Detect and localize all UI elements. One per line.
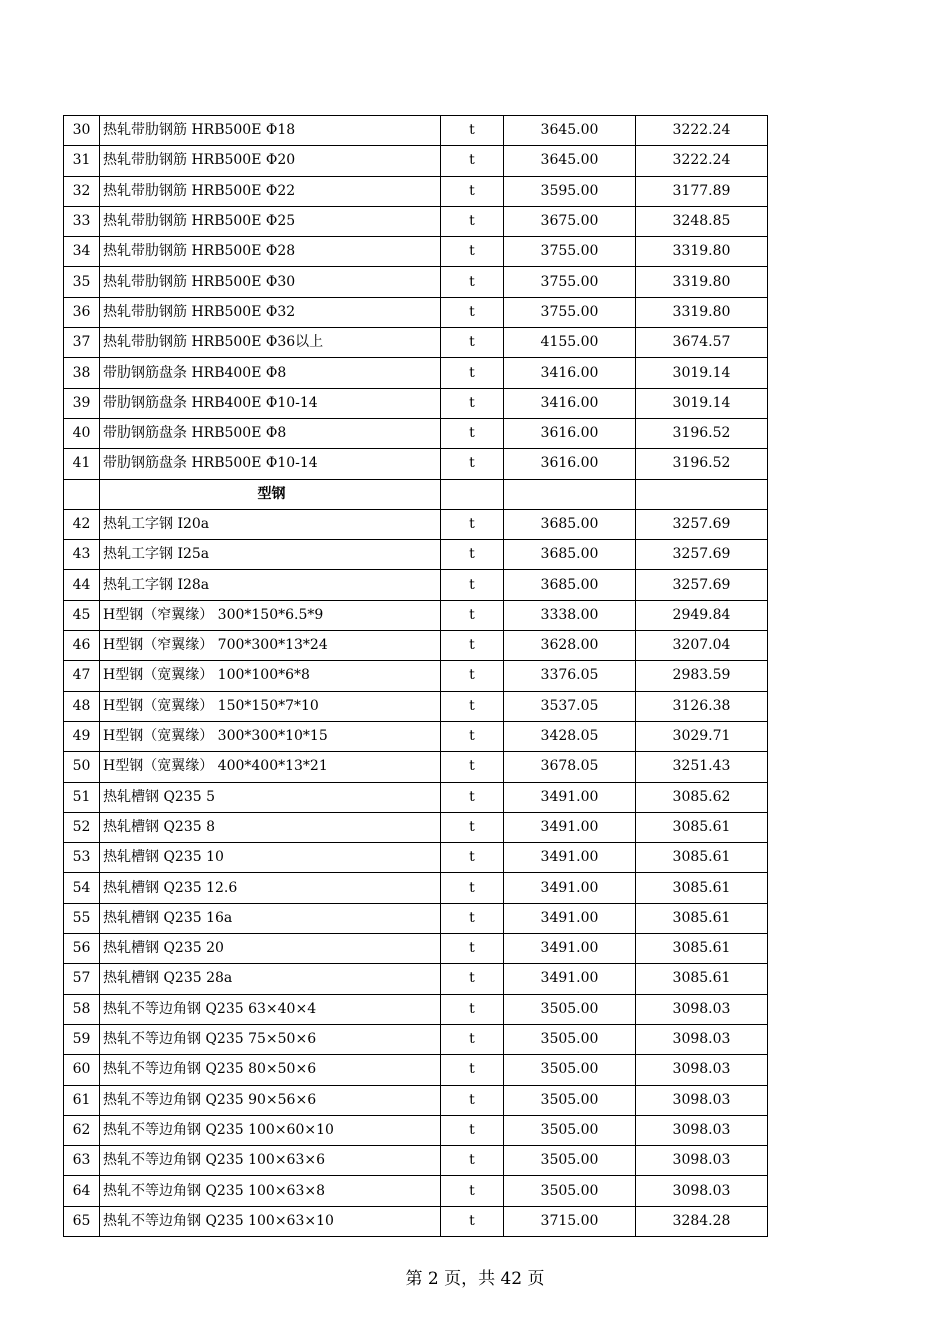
price1-cell: 3645.00	[504, 116, 636, 146]
table-row	[64, 116, 768, 146]
item-name-cell: 热轧不等边角钢 Q235 80×50×6	[100, 1055, 441, 1085]
row-number-cell: 38	[64, 358, 100, 388]
table-row	[64, 934, 768, 964]
table-row	[64, 418, 768, 448]
price1-cell: 3505.00	[504, 1176, 636, 1206]
price2-cell: 3098.03	[636, 1115, 768, 1145]
price2-cell: 2983.59	[636, 661, 768, 691]
item-name-cell: 热轧不等边角钢 Q235 63×40×4	[100, 994, 441, 1024]
table-row	[64, 812, 768, 842]
item-name-cell: 热轧带肋钢筋 HRB500E Φ20	[100, 146, 441, 176]
table-row	[64, 843, 768, 873]
item-name-cell: 热轧带肋钢筋 HRB500E Φ30	[100, 267, 441, 297]
item-name-cell: 热轧带肋钢筋 HRB500E Φ22	[100, 176, 441, 206]
table-row	[64, 1176, 768, 1206]
price-table-body	[64, 116, 768, 1237]
price1-cell: 3595.00	[504, 176, 636, 206]
price1-cell: 3755.00	[504, 237, 636, 267]
price1-cell: 3616.00	[504, 418, 636, 448]
price1-cell	[504, 479, 636, 509]
item-name-cell: 带肋钢筋盘条 HRB500E Φ8	[100, 418, 441, 448]
price1-cell: 3715.00	[504, 1206, 636, 1236]
price2-cell: 3085.62	[636, 782, 768, 812]
table-row	[64, 1085, 768, 1115]
unit-cell: t	[441, 903, 504, 933]
price2-cell: 3207.04	[636, 631, 768, 661]
unit-cell: t	[441, 267, 504, 297]
price2-cell: 3085.61	[636, 964, 768, 994]
item-name-cell: 热轧带肋钢筋 HRB500E Φ25	[100, 206, 441, 236]
price1-cell: 3491.00	[504, 934, 636, 964]
table-row	[64, 267, 768, 297]
price1-cell: 3675.00	[504, 206, 636, 236]
unit-cell: t	[441, 206, 504, 236]
table-row	[64, 206, 768, 236]
unit-cell: t	[441, 146, 504, 176]
price2-cell: 2949.84	[636, 600, 768, 630]
price2-cell: 3019.14	[636, 358, 768, 388]
row-number-cell: 60	[64, 1055, 100, 1085]
unit-cell: t	[441, 934, 504, 964]
table-row	[64, 721, 768, 751]
price1-cell: 3376.05	[504, 661, 636, 691]
item-name-cell: 热轧槽钢 Q235 12.6	[100, 873, 441, 903]
price1-cell: 3685.00	[504, 509, 636, 539]
price1-cell: 3685.00	[504, 540, 636, 570]
section-title: 型钢	[100, 479, 441, 509]
table-row	[64, 540, 768, 570]
price1-cell: 3678.05	[504, 752, 636, 782]
price2-cell: 3098.03	[636, 1024, 768, 1054]
item-name-cell: 热轧槽钢 Q235 28a	[100, 964, 441, 994]
unit-cell: t	[441, 176, 504, 206]
price1-cell: 3491.00	[504, 903, 636, 933]
price2-cell: 3085.61	[636, 903, 768, 933]
row-number-cell: 65	[64, 1206, 100, 1236]
price1-cell: 3505.00	[504, 1115, 636, 1145]
price1-cell: 3628.00	[504, 631, 636, 661]
row-number-cell: 39	[64, 388, 100, 418]
table-row	[64, 297, 768, 327]
price2-cell: 3319.80	[636, 237, 768, 267]
price2-cell: 3222.24	[636, 116, 768, 146]
unit-cell: t	[441, 1024, 504, 1054]
row-number-cell: 40	[64, 418, 100, 448]
price2-cell: 3098.03	[636, 1176, 768, 1206]
unit-cell: t	[441, 509, 504, 539]
table-row	[64, 1115, 768, 1145]
table-row	[64, 449, 768, 479]
price1-cell: 3338.00	[504, 600, 636, 630]
price2-cell: 3284.28	[636, 1206, 768, 1236]
item-name-cell: 带肋钢筋盘条 HRB400E Φ10-14	[100, 388, 441, 418]
row-number-cell: 54	[64, 873, 100, 903]
row-number-cell: 53	[64, 843, 100, 873]
row-number-cell: 47	[64, 661, 100, 691]
row-number-cell: 64	[64, 1176, 100, 1206]
table-row	[64, 570, 768, 600]
table-row	[64, 1206, 768, 1236]
price2-cell: 3098.03	[636, 1085, 768, 1115]
item-name-cell: 热轧不等边角钢 Q235 75×50×6	[100, 1024, 441, 1054]
price2-cell: 3196.52	[636, 418, 768, 448]
item-name-cell: 热轧工字钢 I28a	[100, 570, 441, 600]
unit-cell: t	[441, 358, 504, 388]
table-row	[64, 1055, 768, 1085]
row-number-cell: 62	[64, 1115, 100, 1145]
table-row	[64, 782, 768, 812]
unit-cell: t	[441, 691, 504, 721]
row-number-cell: 45	[64, 600, 100, 630]
unit-cell: t	[441, 964, 504, 994]
price2-cell: 3085.61	[636, 843, 768, 873]
unit-cell: t	[441, 540, 504, 570]
price2-cell: 3196.52	[636, 449, 768, 479]
price2-cell: 3319.80	[636, 267, 768, 297]
item-name-cell: H型钢（窄翼缘） 700*300*13*24	[100, 631, 441, 661]
price2-cell: 3257.69	[636, 509, 768, 539]
unit-cell	[441, 479, 504, 509]
price2-cell: 3257.69	[636, 540, 768, 570]
row-number-cell: 55	[64, 903, 100, 933]
unit-cell: t	[441, 600, 504, 630]
item-name-cell: 热轧工字钢 I25a	[100, 540, 441, 570]
unit-cell: t	[441, 631, 504, 661]
unit-cell: t	[441, 449, 504, 479]
price1-cell: 3416.00	[504, 388, 636, 418]
table-row	[64, 1146, 768, 1176]
unit-cell: t	[441, 388, 504, 418]
row-number-cell	[64, 479, 100, 509]
item-name-cell: H型钢（宽翼缘） 100*100*6*8	[100, 661, 441, 691]
item-name-cell: 热轧不等边角钢 Q235 100×63×6	[100, 1146, 441, 1176]
table-row	[64, 388, 768, 418]
unit-cell: t	[441, 328, 504, 358]
unit-cell: t	[441, 1206, 504, 1236]
price2-cell: 3248.85	[636, 206, 768, 236]
row-number-cell: 37	[64, 328, 100, 358]
price1-cell: 3505.00	[504, 1085, 636, 1115]
price2-cell: 3674.57	[636, 328, 768, 358]
price1-cell: 3428.05	[504, 721, 636, 751]
item-name-cell: 热轧不等边角钢 Q235 100×60×10	[100, 1115, 441, 1145]
price2-cell: 3098.03	[636, 1146, 768, 1176]
item-name-cell: 带肋钢筋盘条 HRB500E Φ10-14	[100, 449, 441, 479]
price1-cell: 3755.00	[504, 297, 636, 327]
unit-cell: t	[441, 752, 504, 782]
item-name-cell: 热轧不等边角钢 Q235 100×63×10	[100, 1206, 441, 1236]
item-name-cell: 热轧槽钢 Q235 5	[100, 782, 441, 812]
item-name-cell: H型钢（窄翼缘） 300*150*6.5*9	[100, 600, 441, 630]
item-name-cell: 热轧带肋钢筋 HRB500E Φ32	[100, 297, 441, 327]
row-number-cell: 57	[64, 964, 100, 994]
table-row	[64, 873, 768, 903]
table-row	[64, 328, 768, 358]
price2-cell: 3019.14	[636, 388, 768, 418]
table-row	[64, 903, 768, 933]
row-number-cell: 31	[64, 146, 100, 176]
row-number-cell: 41	[64, 449, 100, 479]
table-row	[64, 237, 768, 267]
price2-cell: 3319.80	[636, 297, 768, 327]
price2-cell: 3029.71	[636, 721, 768, 751]
item-name-cell: 热轧不等边角钢 Q235 100×63×8	[100, 1176, 441, 1206]
price1-cell: 3537.05	[504, 691, 636, 721]
item-name-cell: 热轧槽钢 Q235 10	[100, 843, 441, 873]
price1-cell: 3645.00	[504, 146, 636, 176]
row-number-cell: 59	[64, 1024, 100, 1054]
price1-cell: 3491.00	[504, 873, 636, 903]
price1-cell: 3416.00	[504, 358, 636, 388]
row-number-cell: 46	[64, 631, 100, 661]
item-name-cell: H型钢（宽翼缘） 300*300*10*15	[100, 721, 441, 751]
table-row	[64, 146, 768, 176]
item-name-cell: 热轧带肋钢筋 HRB500E Φ36以上	[100, 328, 441, 358]
unit-cell: t	[441, 570, 504, 600]
row-number-cell: 48	[64, 691, 100, 721]
price1-cell: 3755.00	[504, 267, 636, 297]
price2-cell: 3085.61	[636, 873, 768, 903]
price1-cell: 3491.00	[504, 843, 636, 873]
row-number-cell: 35	[64, 267, 100, 297]
price1-cell: 3491.00	[504, 964, 636, 994]
item-name-cell: 热轧槽钢 Q235 20	[100, 934, 441, 964]
row-number-cell: 44	[64, 570, 100, 600]
table-row	[64, 358, 768, 388]
unit-cell: t	[441, 721, 504, 751]
table-row	[64, 691, 768, 721]
item-name-cell: 带肋钢筋盘条 HRB400E Φ8	[100, 358, 441, 388]
row-number-cell: 36	[64, 297, 100, 327]
table-row	[64, 600, 768, 630]
row-number-cell: 63	[64, 1146, 100, 1176]
unit-cell: t	[441, 1085, 504, 1115]
item-name-cell: H型钢（宽翼缘） 400*400*13*21	[100, 752, 441, 782]
table-row	[64, 1024, 768, 1054]
price2-cell: 3085.61	[636, 934, 768, 964]
price1-cell: 3491.00	[504, 812, 636, 842]
price2-cell: 3177.89	[636, 176, 768, 206]
unit-cell: t	[441, 1176, 504, 1206]
table-row	[64, 994, 768, 1024]
unit-cell: t	[441, 116, 504, 146]
row-number-cell: 50	[64, 752, 100, 782]
table-row	[64, 661, 768, 691]
item-name-cell: 热轧槽钢 Q235 8	[100, 812, 441, 842]
row-number-cell: 52	[64, 812, 100, 842]
row-number-cell: 33	[64, 206, 100, 236]
table-row	[64, 631, 768, 661]
row-number-cell: 49	[64, 721, 100, 751]
unit-cell: t	[441, 1115, 504, 1145]
row-number-cell: 61	[64, 1085, 100, 1115]
table-row	[64, 752, 768, 782]
item-name-cell: 热轧不等边角钢 Q235 90×56×6	[100, 1085, 441, 1115]
row-number-cell: 30	[64, 116, 100, 146]
price2-cell: 3098.03	[636, 1055, 768, 1085]
row-number-cell: 56	[64, 934, 100, 964]
price1-cell: 4155.00	[504, 328, 636, 358]
price-table	[63, 115, 768, 1237]
row-number-cell: 58	[64, 994, 100, 1024]
unit-cell: t	[441, 661, 504, 691]
price1-cell: 3505.00	[504, 994, 636, 1024]
unit-cell: t	[441, 297, 504, 327]
item-name-cell: 热轧工字钢 I20a	[100, 509, 441, 539]
price1-cell: 3616.00	[504, 449, 636, 479]
item-name-cell: 热轧带肋钢筋 HRB500E Φ18	[100, 116, 441, 146]
row-number-cell: 32	[64, 176, 100, 206]
price2-cell	[636, 479, 768, 509]
table-row	[64, 176, 768, 206]
price1-cell: 3505.00	[504, 1024, 636, 1054]
price1-cell: 3491.00	[504, 782, 636, 812]
unit-cell: t	[441, 1055, 504, 1085]
item-name-cell: H型钢（宽翼缘） 150*150*7*10	[100, 691, 441, 721]
unit-cell: t	[441, 843, 504, 873]
table-row	[64, 964, 768, 994]
unit-cell: t	[441, 873, 504, 903]
row-number-cell: 34	[64, 237, 100, 267]
unit-cell: t	[441, 237, 504, 267]
price2-cell: 3251.43	[636, 752, 768, 782]
row-number-cell: 42	[64, 509, 100, 539]
unit-cell: t	[441, 782, 504, 812]
row-number-cell: 43	[64, 540, 100, 570]
price2-cell: 3257.69	[636, 570, 768, 600]
price1-cell: 3685.00	[504, 570, 636, 600]
unit-cell: t	[441, 812, 504, 842]
row-number-cell: 51	[64, 782, 100, 812]
page-footer: 第 2 页，共 42 页	[405, 1269, 545, 1289]
item-name-cell: 热轧槽钢 Q235 16a	[100, 903, 441, 933]
price2-cell: 3098.03	[636, 994, 768, 1024]
unit-cell: t	[441, 418, 504, 448]
price2-cell: 3085.61	[636, 812, 768, 842]
item-name-cell: 热轧带肋钢筋 HRB500E Φ28	[100, 237, 441, 267]
price2-cell: 3126.38	[636, 691, 768, 721]
table-row	[64, 509, 768, 539]
unit-cell: t	[441, 994, 504, 1024]
price1-cell: 3505.00	[504, 1146, 636, 1176]
unit-cell: t	[441, 1146, 504, 1176]
price2-cell: 3222.24	[636, 146, 768, 176]
price1-cell: 3505.00	[504, 1055, 636, 1085]
section-row	[64, 479, 768, 509]
